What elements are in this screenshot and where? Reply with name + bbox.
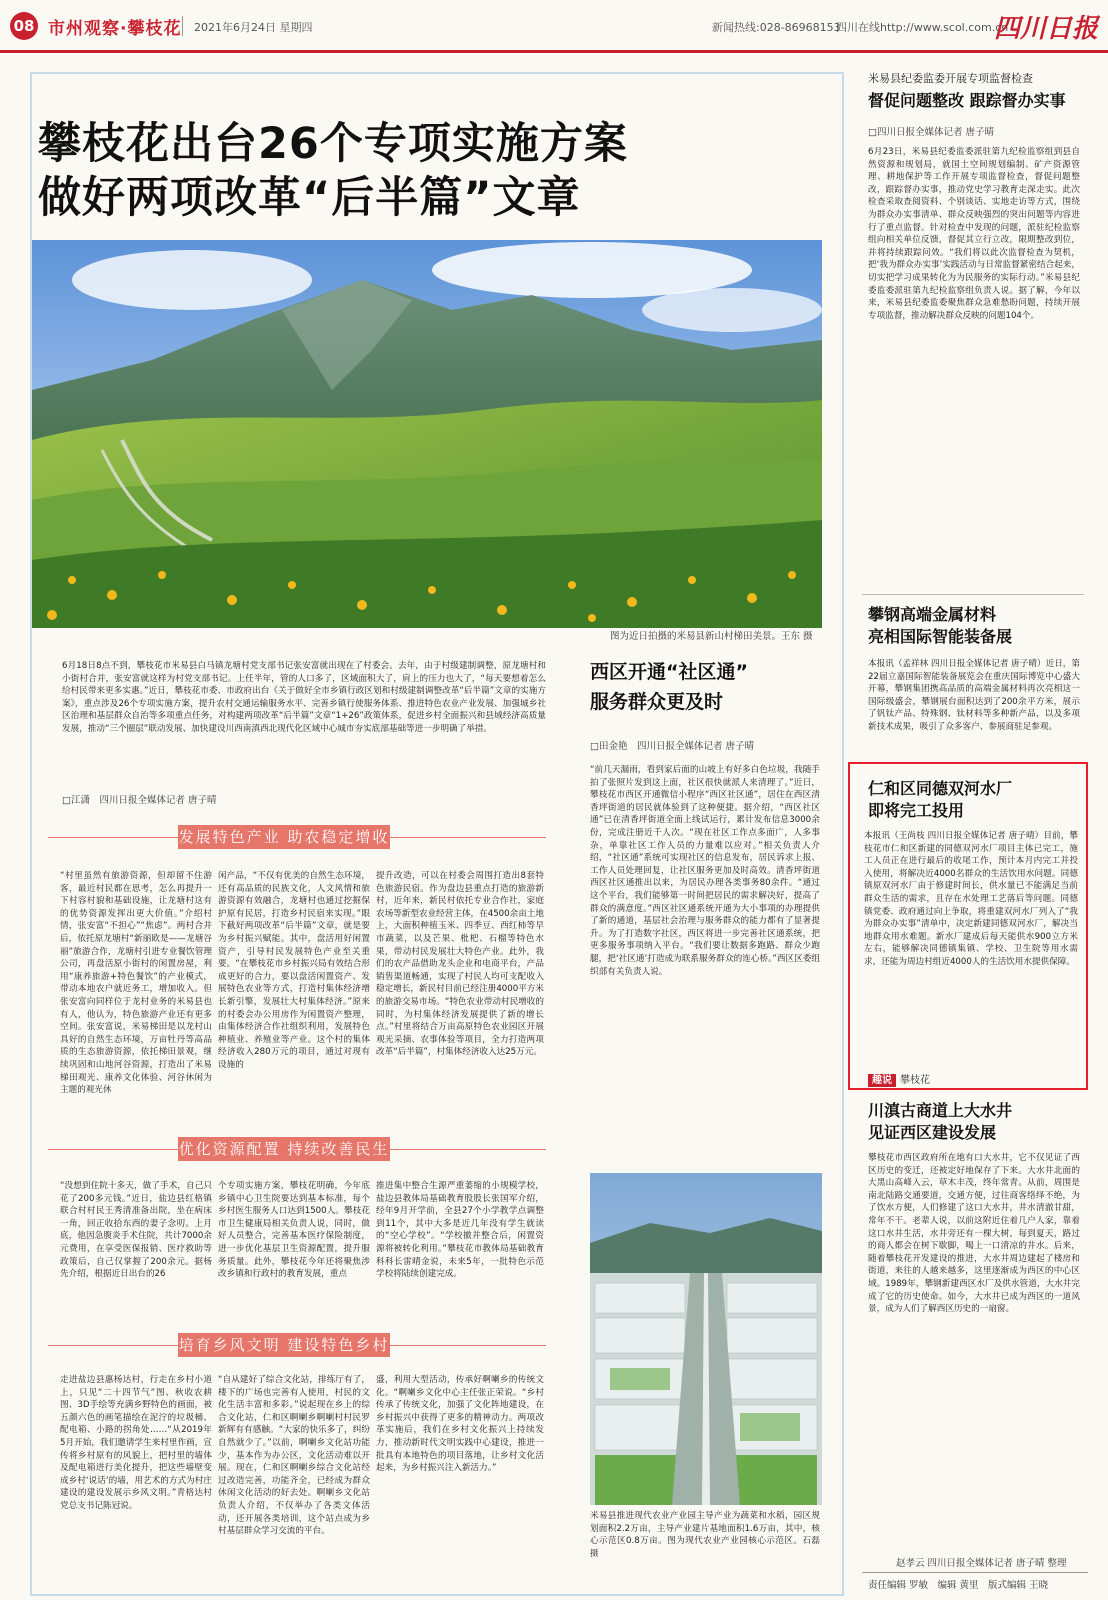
story3-body: 本报讯（王尚枝 四川日报全媒体记者 唐子晴）目前，攀枝花市仁和区新建的同德双河水厂项目主体已完工，施工人员正在进行最后的收尾工作，预计本月内完工并投入使用，将解决近4000名群众的生活饮用水问题。同德镇原双河水厂由于修建时间长，供水量已不能满足当前群众生活的需求，且存在水处理工艺落后等问题。同德镇党委、政府通过向上争取，将重建双河水厂列入了“我为群众办实事”清单中，决定新建同德双河水厂，解决当地群众用水难题。新水厂建成后每天能供水900立方米左右，能够解决同德镇集镇、学校、卫生院等用水需求，还能为周边村组近4000人的生活饮用水提供保障。 — [864, 831, 1078, 967]
lead-headline-line2: 做好两项改革“后半篇”文章 — [38, 173, 581, 223]
terrace-landscape-photo — [32, 240, 822, 628]
story4-headline-line1: 川滇古商道上大水井 — [868, 1101, 1013, 1120]
section-body-col: “村里虽然有旅游资源，但却留不住游客，最近村民都在思考，怎么再提升一下村容村貌和基础设施，让龙塘村这有的优势资源发挥出更大价值。”介绍村情，张安富“不担心”“焦虑”。两村合并后，依托原龙塘村“新丽欧是——龙塘谷丽”旅游合作，龙塘村引进专业餐饮管理公司，再盘活原小街村的闲置房屋，利用“康养旅游+特色餐饮”的产业模式，带动本地农户就近务工，增加收入。但张安富向同样位于龙村业务的米易县也有人，他认为，特色旅游产业还有更多空间。张安富说，米易梯田是以龙村山具好的自然生态环境，万亩牡丹等高品质的生态旅游资源，依托梯田景观，继续巩固和山地河谷资源，打造出了米易梯田观光、康养文化体验、河谷休闲为主题的观光休 — [60, 871, 212, 1096]
story1-headline: 督促问题整改 跟踪督办实事 — [868, 91, 1066, 110]
section-body-col: “自从建好了综合文化站，排练厅有了，楼下的广场也完善有人使用，村民的文化生活丰富和多彩。”说起现在乡上的综合文化站，仁和区啊喇乡啊喇村村民罗新辉有有感触。“大家的快乐多了，纠纷自然就少了。”以前，啊喇乡文化站功能少，基本作为办公区，文化活动难以开展。现在，仁和区啊喇乡综合文化站经过改造完善，功能齐全，已经成为群众休闲文化活动的好去处。啊喇乡文化站负责人介绍，不仅举办了各类文体活动，还开展各类培训，这个站点成为乡村基层群众学习交流的平台。 — [218, 1375, 370, 1537]
story3-headline-line1: 仁和区同德双河水厂 — [868, 779, 1013, 798]
news-hotline: 新闻热线:028-86968153 — [712, 21, 841, 34]
section-name: 市州观察·攀枝花 — [48, 19, 182, 39]
masthead-separator — [182, 16, 183, 36]
section-heading: 培育乡风文明 建设特色乡村 — [178, 1333, 390, 1357]
story1-kicker: 米易县纪委监委开展专项监督检查 — [868, 72, 1033, 85]
section-heading: 发展特色产业 助农稳定增收 — [178, 825, 390, 849]
greenhouse-park-photo — [590, 1173, 822, 1505]
story1-body: 6月23日，米易县纪委监委派驻第九纪检监察组到县自然资源和规划局，就国土空间规划编制、矿产资源管理、耕地保护等工作开展专项监督检查，督促问题整改，跟踪督办实事，推动党史学习教育走深走实。此次检查采取查阅资料、个别谈话、实地走访等方式，围绕为群众办实事清单、群众反映强烈的突出问题等内容进行了重点监督。针对检查中发现的问题，派驻纪检监察组向相关单位反馈，督促其立行立改，限期整改到位，并将持续跟踪问效。“我们将以此次监督检查为契机，把‘我为群众办实事’实践活动与日常监督紧密结合起来，切实把学习成果转化为为民服务的实际行动。”米易县纪委监委派驻第九纪检监察组负责人说。据了解，今年以来，米易县纪委监委聚焦群众急难愁盼问题，持续开展专项监督，推动解决群众反映的问题104个。 — [868, 147, 1080, 321]
section-body-col: 提升改造，可以在村委会周围打造出8套特色旅游民宿。作为盘边县重点打造的旅游新村，近年来，新民村依托专业合作社，家庭农场等新型农业经营主体，在4500余亩土地上，大面积种植玉米、四季豆、西红柿等早市蔬菜，以及芒果、枇杷、石榴等特色水果，带动村民发展壮大特色产业。此外，我们的农产品借助龙头企业和电商平台，产品销售渠道畅通，实现了村民人均可支配收入稳定增长，新民村目前已经注册4000平方米的旅游交易市场。“特色农业带动村民增收的同时，为村集体经济发展提供了新的增长点。”村里将结合万亩高原特色农业园区开展观光采摘、农事体验等项目，全力打造两项改革“后半篇”，村集体经济收入达25万元。 — [376, 871, 544, 1058]
story2-headline-line2: 亮相国际智能装备展 — [868, 627, 1013, 646]
issue-date: 2021年6月24日 星期四 — [194, 21, 313, 34]
xiqu-body: “前几天漏雨，看到家后面的山坡上有好多白色垃圾，我随手拍了张照片发到这上面，社区很快就派人来清理了。”近日，攀枝花市西区开通微信小程序“西区社区通”，居住在西区清香坪街道的居民就体验到了这种便捷。据介绍，“西区社区通”已在清香坪街道全面上线试运行，累计发布信息3000余份，完成注册近千人次。“现在社区工作点多面广，人多事杂，单靠社区工作人员的力量难以应对。”相关负责人介绍，“社区通”系统可实现社区的信息发布，居民诉求上报、工作人员处理回复，让社区服务更加及时高效。清香坪街道西区社区通推出以来，为居民办理各类事务80余件。“通过这个平台，我们能够第一时间把居民的需求解决好，提高了群众的满意度。”西区社区通系统开通为大小事项的办理提供了新的通道，基层社会治理与服务群众的能力都有了显著提升。为了打造数字社区，西区将进一步完善社区通系统，把更多服务事项纳入平台。“我们要让数据多跑路、群众少跑腿，把‘社区通’打造成为联系服务群众的连心桥。”西区区委组织部有关负责人说。 — [590, 765, 820, 977]
editor-credits: 责任编辑 罗敏 编辑 黄里 版式编辑 王晓 — [868, 1580, 1049, 1591]
page-number: 08 — [10, 12, 38, 40]
section-body-col: 闲产品，“不仅有优美的自然生态环境，还有高品质的民族文化，人文风情和旅游资源有效融合，龙塘村也通过挖掘保护原有民居，打造乡村民宿来实现。”眼下截好两项改革“后半篇”文章，就是要为乡村振兴赋能。其中，盘活用好闲置资产，引导村民发展特色产业至关重要。“在攀枝花市乡村振兴局有效结合形成更好的合力，要以盘活闲置资产、发展特色农业等方式，打造村集体经济增长新引擎，发展壮大村集体经济。”原来的村委会办公用房作为闲置资产整理，由集体经济合作社组织利用，发展特色种植业、养殖业等产业。这个村的集体经济收入280万元的项目，通过对现有设施的 — [218, 871, 370, 1070]
section-body-col: “没想到住院十多天，做了手术，自己只花了200多元钱。”近日，盐边县红格镇联合村村民王秀清准备出院，坐在病床一角，回正收拾东西的妻子念叨。上月底，他因急腹炎手术住院，共计7000余元费用，在享受医保报销、医疗救助等政策后，自己仅掌握了200余元。据杨先介绍，根据近日出台的26 — [60, 1181, 212, 1280]
column-tag — [868, 1071, 930, 1086]
story4-body: 攀枝花市西区政府所在地有口大水井，它不仅见证了西区历史的变迁，还被定好地保存了下来。大水井北面的大黑山高峰入云，草木丰茂，终年常青。从前，周围是南北陆路交通要道，交通方便，过往商客络绎不绝，为了饮水方便，人们修建了这口大水井，井水清澈甘甜，常年不干。老辈人说，以前这附近住着几户人家，靠着这口水井生活，水井旁还有一棵大树，每到夏天，路过的商人都会在树下歇脚，喝上一口清凉的井水。后来，随着攀枝花开发建设的推进，大水井周边建起了楼房和街道，来往的人越来越多，这里逐渐成为西区的中心区域。1989年，攀钢新建西区水厂及供水管道，大水井完成了它的历史使命。如今，大水井已成为西区的一道风景，成为人们了解西区历史的一扇窗。 — [868, 1153, 1080, 1315]
footer-rule — [862, 1572, 1088, 1573]
column-divider — [862, 594, 1084, 595]
section-body-col: 走进盐边县惠杨达村，行走在乡村小道上，只见“二十四节气”图、秋收农耕图、3D手绘等充满乡野特色的画面，被五颜六色的画笔描绘在泥泞的垃圾桶、配电箱、小路的拐角处……“从2019年5月开始，我们邀请学生来村里作画，宣传将乡村原有的风貌上，把村里的墙体及配电箱进行美化提升，把这些墙壁变成乡村‘说话’的墙，用艺术的方式为村庄建设的建设发展示乡风文明。”青格达村党总支书记陈冠说。 — [60, 1375, 212, 1511]
story1-byline: □四川日报全媒体记者 唐子晴 — [868, 127, 994, 138]
story4-headline-line2: 见证西区建设发展 — [868, 1123, 997, 1142]
xiqu-headline-line2: 服务群众更及时 — [590, 691, 724, 713]
column-tag-text: 攀枝花 — [900, 1075, 930, 1086]
section-body-col: 个专项实施方案，攀枝花明确，今年底乡镇中心卫生院要达到基本标准，每个乡村医生服务人口达到1500人。攀枝花市卫生健康局相关负责人说，同时，做好人员整合，完善基本医疗保险制度，进一步优化基层卫生资源配置，提升服务质量。此外，攀枝花今年还将聚焦涉改乡镇和行政村的教育发展，重点 — [218, 1181, 370, 1280]
lead-headline-line1: 攀枝花出台26个专项实施方案 — [38, 119, 628, 169]
top-rule — [0, 50, 1108, 53]
hero-photo-caption: 图为近日拍摄的米易县新山村梯田美景。王东 摄 — [610, 631, 813, 642]
lead-byline: □江潇 四川日报全媒体记者 唐子晴 — [62, 795, 217, 806]
section-body-col: 盛，利用大型活动，传承好啊喇乡的传统文化。“啊喇乡文化中心主任张正荣说。“乡村传承了传统文化，加强了文化阵地建设，在乡村振兴中获得了更多的精神动力。两项改革实施后，我们在乡村文化振兴上持续发力，推动新时代文明实践中心建设，推进一批具有本地特色的项目落地，让乡村文化活起来，为乡村振兴注入新活力。” — [376, 1375, 544, 1474]
paper-logo: 四川日报 — [994, 14, 1099, 44]
story3-headline-line2: 即将完工投用 — [868, 801, 965, 820]
greenhouse-photo-caption: 米易县推进现代农业产业园主导产业为蔬菜和水稻，园区规划面积2.2万亩，主导产业建片基地面积1.6万亩，其中，核心示范区0.8万亩。图为现代农业产业园核心示范区。石磊 摄 — [590, 1511, 820, 1559]
story4-byline: 赵孝云 四川日报全媒体记者 唐子晴 整理 — [896, 1558, 1067, 1569]
masthead — [0, 0, 1108, 56]
lead-intro-paragraph: 6月18日8点不到，攀枝花市米易县白马镇龙塘村党支部书记张安富就出现在了村委会。去年，由于村级建制调整，原龙塘村和小街村合并，张安富就这样为村党支部书记。上任半年，管的人口多了，区域面积大了，肩上的压力也大了，“每天要想着怎么给村民带来更多实惠。”近日，攀枝花市委、市政府出台《关于做好全市乡镇行政区划和村级建制调整改革“后半篇”文章的实施方案》，重点涉及26个专项实施方案，提升农村交通运输服务水平、完善乡镇行使服务体系、推进特色农业产业发展、加强城乡社区治理和基层群众自治等多项重点任务，对构建两项改革“后半篇”文章“1+26”政策体系，促进乡村全面振兴和县域经济高质量发展，推动“三个圈层”联动发展、加快建设川西南滇西北现代化区域中心城市夯实底部基础等进一步明确了举措。 — [62, 661, 546, 734]
section-body-col: 推进集中整合生源严重萎缩的小规模学校，盐边县教体局基础教育股股长张国军介绍，经年9月开学前，全县27个小学教学点调整到11个，其中大多是近几年没有学生就读的“空心学校”。“学校撤并整合后，闲置资源将被转化利用。”攀枝花市教体局基础教育科科长雷晴金说，未来5年，一批特色示范学校将陆续创建完成。 — [376, 1181, 544, 1280]
section-heading: 优化资源配置 持续改善民生 — [178, 1137, 390, 1161]
xiqu-byline: □田金艳 四川日报全媒体记者 唐子晴 — [590, 741, 754, 752]
story2-body: 本报讯（孟祥林 四川日报全媒体记者 唐子晴）近日，第22届立嘉国际智能装备展览会在重庆国际博览中心盛大开幕，攀钢集团携高品质的高端金属材料再次亮相这一国际级盛会，攀钢展台面积达到了200余平方米，展示了钒钛产品、特殊钢、钛材料等多种新产品，以及多项新技术成果，吸引了众多客户、参展商驻足参观。 — [868, 659, 1080, 732]
story2-headline-line1: 攀钢高端金属材料 — [868, 605, 997, 624]
xiqu-headline-line1: 西区开通“社区通” — [590, 661, 748, 683]
website-link[interactable]: 四川在线http://www.scol.com.cn — [836, 21, 1009, 34]
column-tag-label: 趣说 — [868, 1074, 896, 1087]
